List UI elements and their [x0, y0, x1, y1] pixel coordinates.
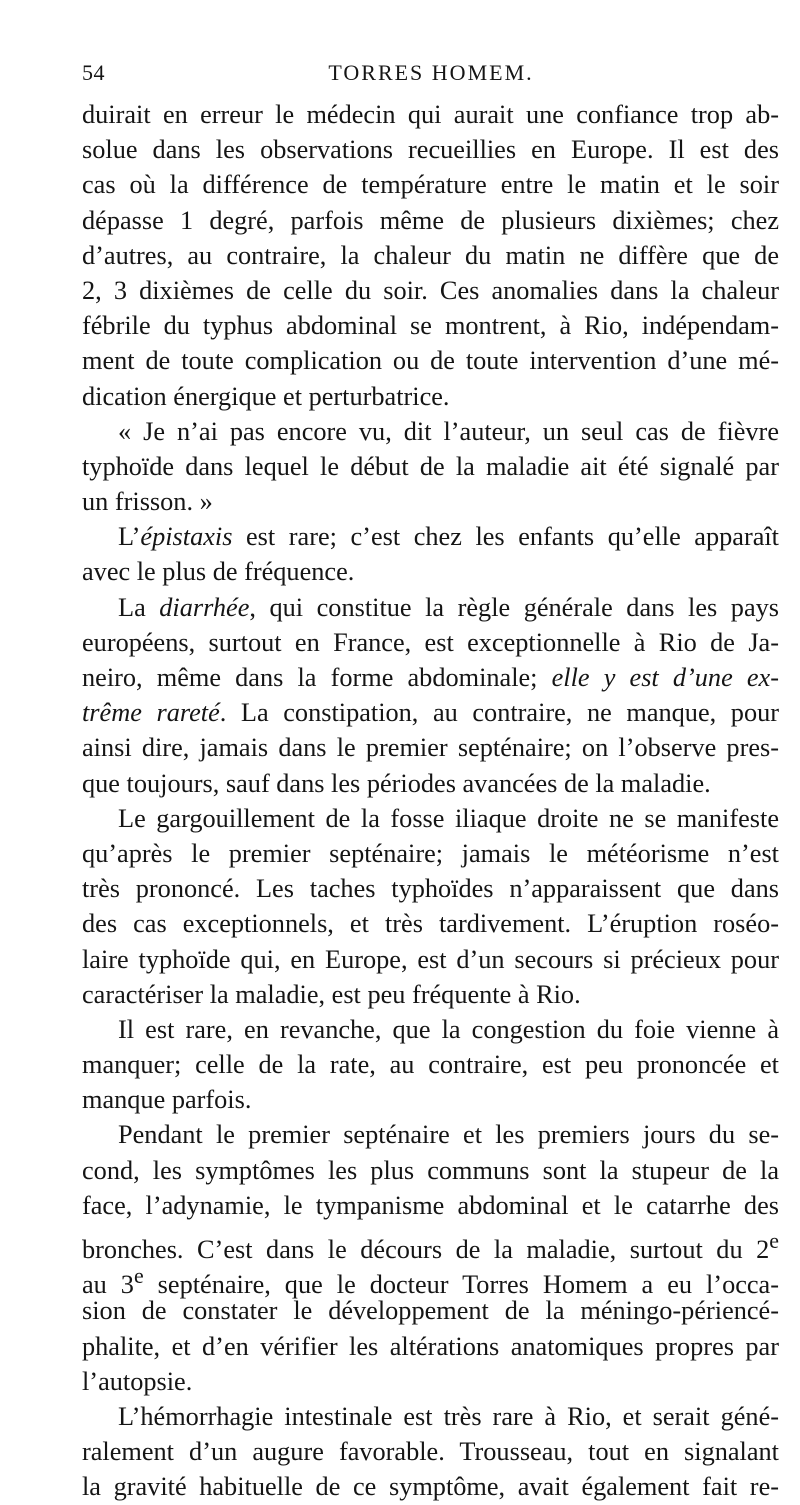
- text-line: européens, surtout en France, est exceptionnelle à Rio de Ja-: [82, 627, 779, 657]
- text-line: dépasse 1 degré, parfois même de plusieurs dixièmes; chez: [82, 205, 779, 235]
- text-line: ralement d’un augure favorable. Trousseau, tout en signalant: [82, 1437, 779, 1467]
- text-line: un frisson. »: [82, 487, 213, 517]
- text-line: [82, 660, 779, 695]
- text-line: ment de toute complication ou de toute intervention d’une mé-: [82, 346, 779, 376]
- text-line: d’autres, au contraire, la chaleur du matin ne diffère que de: [82, 240, 779, 270]
- text-line: L’hémorrhagie intestinale est très rare à Rio, et serait géné-: [118, 1401, 779, 1431]
- text-line: Il est rare, en revanche, que la congestion du foie vienne à: [118, 1014, 779, 1044]
- text-line: Le gargouillement de la fosse iliaque droite ne se manifeste: [118, 803, 779, 833]
- page-number: 54: [82, 60, 105, 85]
- superscript: e: [133, 1263, 144, 1289]
- italic-phrase: elle y est d’une ex-: [551, 663, 779, 692]
- text-line: avec le plus de fréquence.: [82, 557, 355, 587]
- superscript: e: [769, 1228, 779, 1253]
- text-line: phalite, et d’en vérifier les altérations anatomiques propres par: [82, 1331, 779, 1361]
- text-run: La: [118, 592, 160, 622]
- text-line: solue dans les observations recueillies en Europe. Il est des: [82, 135, 779, 165]
- text-line: manquer; celle de la rate, au contraire, est peu prononcée et: [82, 1050, 779, 1080]
- text-line: laire typhoïde qui, en Europe, est d’un secours si précieux pour: [82, 944, 779, 974]
- text-line: face, l’adynamie, le tympanisme abdominal et le catarrhe des: [82, 1190, 779, 1220]
- text-line: [82, 519, 779, 554]
- text-line: que toujours, sauf dans les périodes avancées de la maladie.: [82, 768, 711, 798]
- text-line: la gravité habituelle de ce symptôme, avait également fait re-: [82, 1472, 779, 1502]
- text-line: sion de constater le développement de la méningo-périencé-: [82, 1296, 779, 1326]
- text-line: manque parfois.: [82, 1085, 252, 1115]
- body-text: [82, 97, 779, 1505]
- text-run: , qui constitue la règle générale dans les pays: [249, 592, 779, 622]
- text-run: neiro, même dans la forme abdominale;: [82, 663, 552, 692]
- text-run: bronches. C’est dans le décours de la maladie, surtout du 2: [82, 1234, 770, 1264]
- italic-phrase: trême rareté: [82, 698, 220, 728]
- text-line: des cas exceptionnels, et très tardivement. L’éruption roséo-: [82, 909, 779, 939]
- text-run: septénaire, que le docteur Torres Homem a eu l’occa-: [143, 1269, 779, 1299]
- text-line: l’autopsie.: [82, 1366, 193, 1396]
- italic-term: diarrhée: [159, 592, 250, 622]
- text-line: ainsi dire, jamais dans le premier septénaire; on l’observe pres-: [82, 733, 779, 763]
- text-line: cas où la différence de température entre le matin et le soir: [82, 170, 779, 200]
- text-line: [82, 590, 779, 625]
- text-run: . La constipation, au contraire, ne manque, pour: [219, 698, 779, 728]
- text-line: qu’après le premier septénaire; jamais le météorisme n’est: [82, 838, 779, 868]
- text-line: Pendant le premier septénaire et les premiers jours du se-: [118, 1120, 779, 1150]
- text-line: très prononcé. Les taches typhoïdes n’apparaissent que dans: [82, 874, 779, 904]
- text-line: caractériser la maladie, est peu fréquente à Rio.: [82, 979, 581, 1009]
- italic-term: épistaxis: [140, 522, 233, 552]
- running-head: TORRES HOMEM.: [328, 60, 534, 85]
- text-line: [82, 1223, 779, 1264]
- text-run: L’: [118, 522, 141, 552]
- text-line: [82, 695, 779, 730]
- text-line: cond, les symptômes les plus communs sont la stupeur de la: [82, 1155, 779, 1185]
- text-line: « Je n’ai pas encore vu, dit l’auteur, un seul cas de fièvre: [118, 416, 779, 446]
- text-run: au 3: [82, 1269, 134, 1299]
- text-line: 2, 3 dixièmes de celle du soir. Ces anomalies dans la chaleur: [82, 275, 779, 305]
- text-run: est rare; c’est chez les enfants qu’elle apparaît: [232, 522, 779, 552]
- text-line: dication énergique et perturbatrice.: [82, 381, 450, 411]
- text-line: duirait en erreur le médecin qui aurait une confiance trop ab-: [82, 100, 779, 129]
- text-line: fébrile du typhus abdominal se montrent, à Rio, indépendam-: [82, 311, 779, 341]
- page-header: [82, 60, 780, 90]
- text-line: typhoïde dans lequel le début de la maladie ait été signalé par: [82, 451, 779, 481]
- text-line: [82, 1258, 779, 1299]
